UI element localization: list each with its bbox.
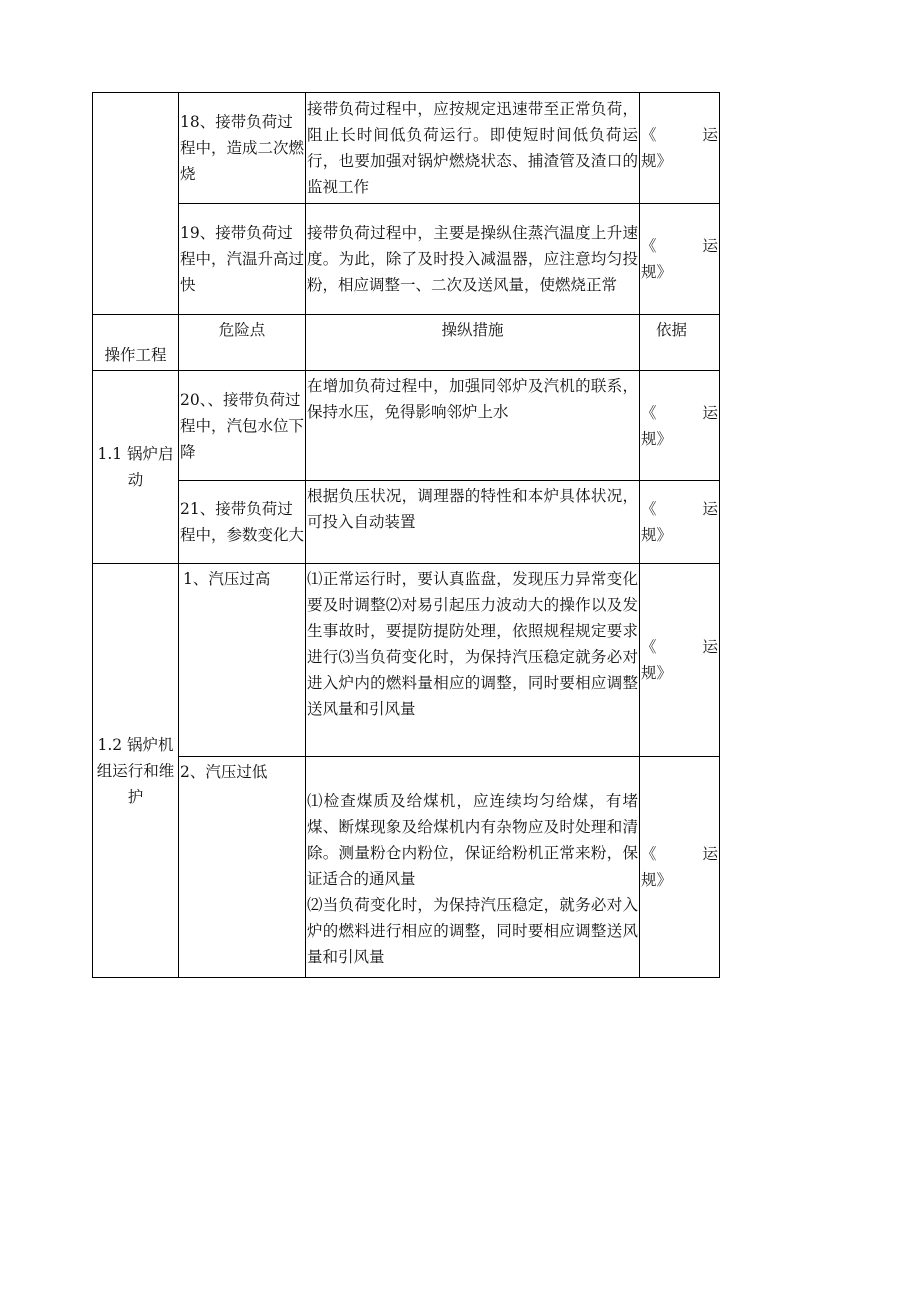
table-row bbox=[93, 204, 720, 315]
measure-cell: 根据负压状况，调理器的特性和本炉具体状况，可投入自动装置 bbox=[306, 481, 640, 564]
table-row bbox=[93, 757, 720, 978]
table-row bbox=[93, 371, 720, 481]
basis-cell: 《 运 规》 bbox=[640, 564, 720, 757]
basis-cell: 《 运 规》 bbox=[640, 481, 720, 564]
basis-cell: 《 运 规》 bbox=[640, 93, 720, 204]
op-cell-boiler-operation: 1.2 锅炉机组运行和维护 bbox=[93, 564, 179, 978]
basis-cell: 《 运 规》 bbox=[640, 371, 720, 481]
measure-cell: 接带负荷过程中，应按规定迅速带至正常负荷，阻止长时间低负荷运行。即使短时间低负荷运行，也要加强对锅炉燃烧状态、捕渣管及渣口的监视工作 bbox=[306, 93, 640, 204]
header-basis: 依据 bbox=[640, 315, 720, 371]
risk-cell: 1、汽压过高 bbox=[179, 564, 306, 757]
basis-cell: 《 运 规》 bbox=[640, 204, 720, 315]
risk-measures-table bbox=[92, 92, 720, 978]
table-header-row bbox=[93, 315, 720, 371]
measure-cell: ⑴正常运行时，要认真监盘，发现压力异常变化要及时调整⑵对易引起压力波动大的操作以及发生事故时，要提防提防处理，依照规程规定要求进行⑶当负荷变化时，为保持汽压稳定就务必对进入炉内的燃料量相应的调整，同时要相应调整送风量和引风量 bbox=[306, 564, 640, 757]
op-cell-empty bbox=[93, 93, 179, 315]
table-row bbox=[93, 481, 720, 564]
header-measure: 操纵措施 bbox=[306, 315, 640, 371]
header-risk: 危险点 bbox=[179, 315, 306, 371]
risk-cell: 20、、接带负荷过程中，汽包水位下降 bbox=[179, 371, 306, 481]
measure-cell: 接带负荷过程中，主要是操纵住蒸汽温度上升速度。为此，除了及时投入减温器，应注意均匀投粉，相应调整一、二次及送风量，使燃烧正常 bbox=[306, 204, 640, 315]
risk-cell: 18、接带负荷过程中，造成二次燃烧 bbox=[179, 93, 306, 204]
risk-cell: 19、接带负荷过程中，汽温升高过快 bbox=[179, 204, 306, 315]
header-op: 操作工程 bbox=[93, 315, 179, 371]
measure-cell bbox=[306, 757, 640, 978]
measure-part-2: ⑵当负荷变化时，为保持汽压稳定，就务必对入炉的燃料进行相应的调整，同时要相应调整送风量和引风量 bbox=[307, 896, 638, 966]
op-cell-boiler-startup: 1.1 锅炉启动 bbox=[93, 371, 179, 564]
table-row bbox=[93, 93, 720, 204]
measure-part-1: ⑴检查煤质及给煤机，应连续均匀给煤，有堵煤、断煤现象及给煤机内有杂物应及时处理和清除。测量粉仓内粉位，保证给粉机正常来粉，保证适合的通风量 bbox=[307, 792, 638, 888]
measure-cell: 在增加负荷过程中，加强同邻炉及汽机的联系，保持水压，免得影响邻炉上水 bbox=[306, 371, 640, 481]
risk-cell: 21、接带负荷过程中，参数变化大 bbox=[179, 481, 306, 564]
risk-cell: 2、汽压过低 bbox=[179, 757, 306, 978]
basis-cell: 《 运 规》 bbox=[640, 757, 720, 978]
table-row bbox=[93, 564, 720, 757]
